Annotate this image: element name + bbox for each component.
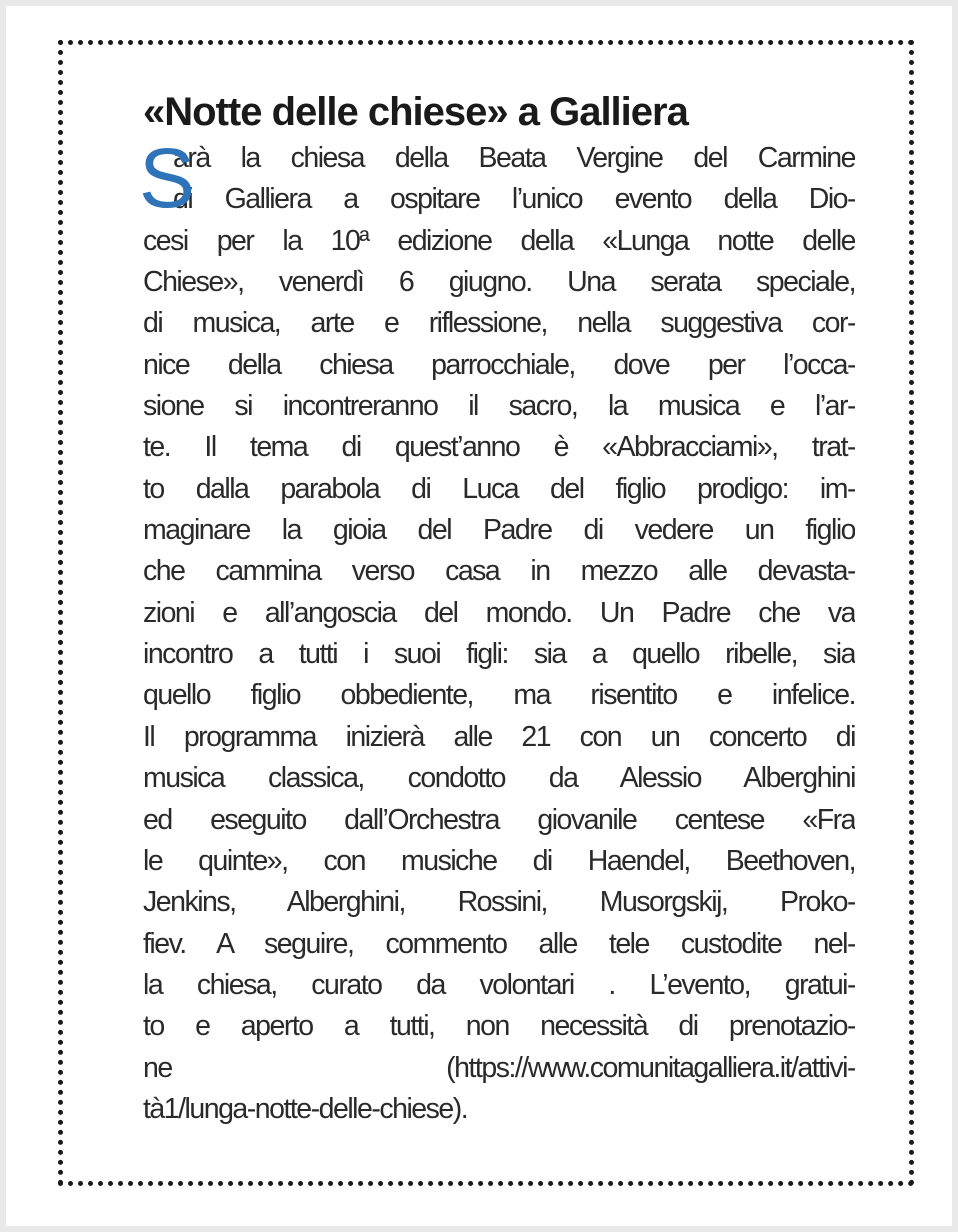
body-line: tà1/lunga-notte-delle-chiese).: [143, 1092, 468, 1125]
body-line: ed eseguito dall’Orchestra giovanile centese «Fra: [143, 803, 855, 836]
body-line: incontro a tutti i suoi figli: sia a quello ribelle, sia: [143, 638, 855, 671]
body-line: quello figlio obbediente, ma risentito e infelice.: [143, 679, 855, 712]
body-line: le quinte», con musiche di Haendel, Beethoven,: [143, 844, 855, 877]
page-sheet: [6, 6, 952, 1226]
news-article: [139, 88, 855, 1130]
body-line: sione si incontreranno il sacro, la musica e l’ar-: [143, 390, 855, 423]
body-line: Chiese», venerdì 6 giugno. Una serata speciale,: [143, 266, 855, 299]
body-line: la chiesa, curato da volontari . L’evento, gratui-: [143, 968, 855, 1001]
body-line: zioni e all’angoscia del mondo. Un Padre che va: [143, 596, 855, 629]
article-body: [143, 138, 855, 1130]
body-line: di musica, arte e riflessione, nella suggestiva cor-: [143, 307, 855, 340]
body-line: Il programma inizierà alle 21 con un concerto di: [143, 720, 855, 753]
body-line: Jenkins, Alberghini, Rossini, Musorgskij, Proko-: [143, 886, 855, 919]
body-line: arà la chiesa della Beata Vergine del Carmine: [173, 142, 855, 174]
body-line: to e aperto a tutti, non necessità di prenotazio-: [143, 1010, 855, 1043]
article-headline: «Notte delle chiese» a Galliera: [143, 90, 688, 134]
body-line: di Galliera a ospitare l’unico evento della Dio-: [173, 183, 855, 216]
body-line: che cammina verso casa in mezzo alle devasta-: [143, 555, 855, 588]
body-line: cesi per la 10ª edizione della «Lunga notte delle: [143, 224, 855, 257]
body-line: te. Il tema di quest’anno è «Abbracciami», trat-: [143, 431, 855, 464]
body-line: maginare la gioia del Padre di vedere un figlio: [143, 514, 855, 547]
body-line: fiev. A seguire, commento alle tele custodite nel-: [143, 927, 855, 960]
body-line: nice della chiesa parrocchiale, dove per l’occa-: [143, 348, 855, 381]
drop-cap-letter: S: [139, 131, 196, 225]
body-line: to dalla parabola di Luca del figlio prodigo: im-: [143, 472, 855, 505]
body-line: ne (https://www.comunitagalliera.it/attivi-: [143, 1051, 855, 1084]
body-line: musica classica, condotto da Alessio Alberghini: [143, 762, 855, 795]
